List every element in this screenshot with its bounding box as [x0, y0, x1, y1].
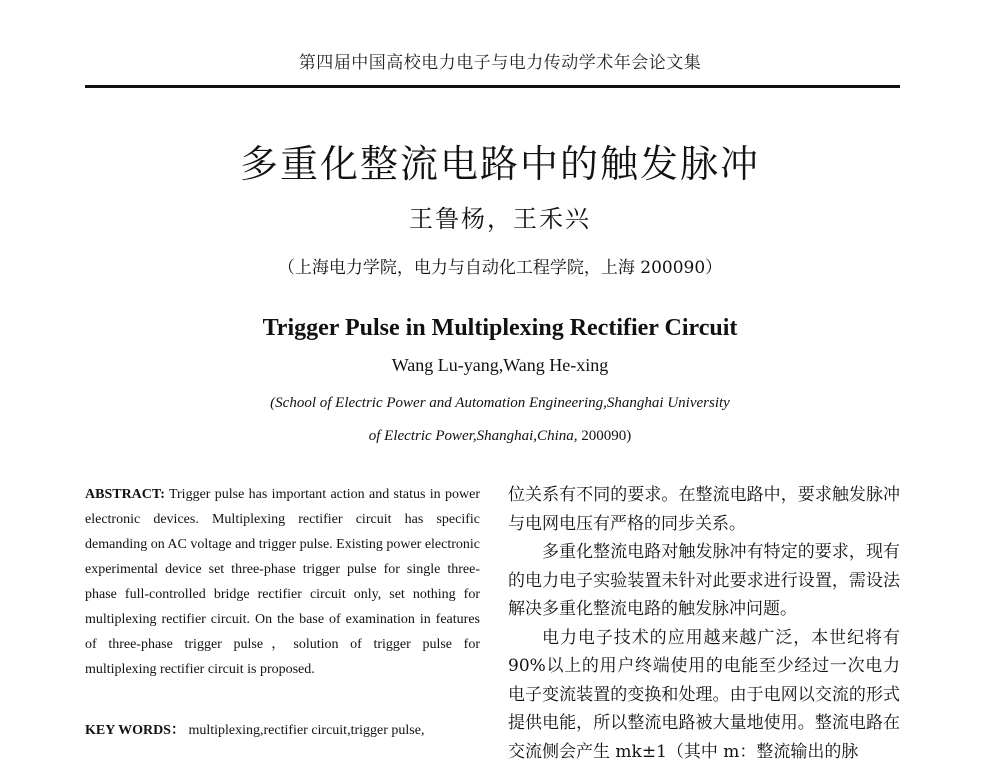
abstract-text: Trigger pulse has important action and status in power electronic devices. Multiplexing rectifier circuit has specific demanding on AC voltage and trigger pulse. Existing power electronic experimental device set three-phase trigger pulse for single three-phase full-controlled bridge rectifier circuit only, set nothing for multiplexing rectifier circuit. On the base of examination in features of three-phase trigger pulse，solution of trigger pulse for multiplexing rectifier circuit is proposed.	[85, 487, 480, 677]
body-paragraph-3: 电力电子技术的应用越来越广泛，本世纪将有90%以上的用户终端使用的电能至少经过一次电力电子变流装置的变换和处理。由于电网以交流的形式提供电能，所以整流电路被大量地使用。整流电路在交流侧会产生 mk±1（其中 m：整流输出的脉	[508, 624, 900, 766]
affiliation-en-line2	[0, 428, 1000, 445]
abstract-label: ABSTRACT:	[85, 487, 165, 502]
affiliation-en-line2-code: 200090)	[577, 428, 631, 444]
keywords	[85, 719, 480, 739]
authors-cn: 王鲁杨，王禾兴	[0, 199, 1000, 234]
header-rule	[85, 85, 900, 88]
keywords-text: multiplexing,rectifier circuit,trigger pulse,	[185, 723, 424, 738]
body-paragraph-2: 多重化整流电路对触发脉冲有特定的要求，现有的电力电子实验装置未针对此要求进行设置，需设法解决多重化整流电路的触发脉冲问题。	[508, 538, 900, 624]
body-column-right	[508, 481, 900, 766]
authors-en: Wang Lu-yang,Wang He-xing	[0, 355, 1000, 376]
paper-title-en: Trigger Pulse in Multiplexing Rectifier Circuit	[0, 315, 1000, 342]
affiliation-en-line2-italic: of Electric Power,Shanghai,China,	[369, 428, 578, 444]
keywords-label: KEY WORDS：	[85, 723, 185, 738]
affiliation-en-line1: (School of Electric Power and Automation Engineering,Shanghai University	[0, 395, 1000, 412]
abstract	[85, 482, 480, 682]
journal-header: 第四届中国高校电力电子与电力传动学术年会论文集	[0, 48, 1000, 73]
body-paragraph-1: 位关系有不同的要求。在整流电路中，要求触发脉冲与电网电压有严格的同步关系。	[508, 481, 900, 538]
paper-title-cn: 多重化整流电路中的触发脉冲	[0, 133, 1000, 188]
affiliation-cn: （上海电力学院，电力与自动化工程学院，上海 200090）	[0, 253, 1000, 278]
